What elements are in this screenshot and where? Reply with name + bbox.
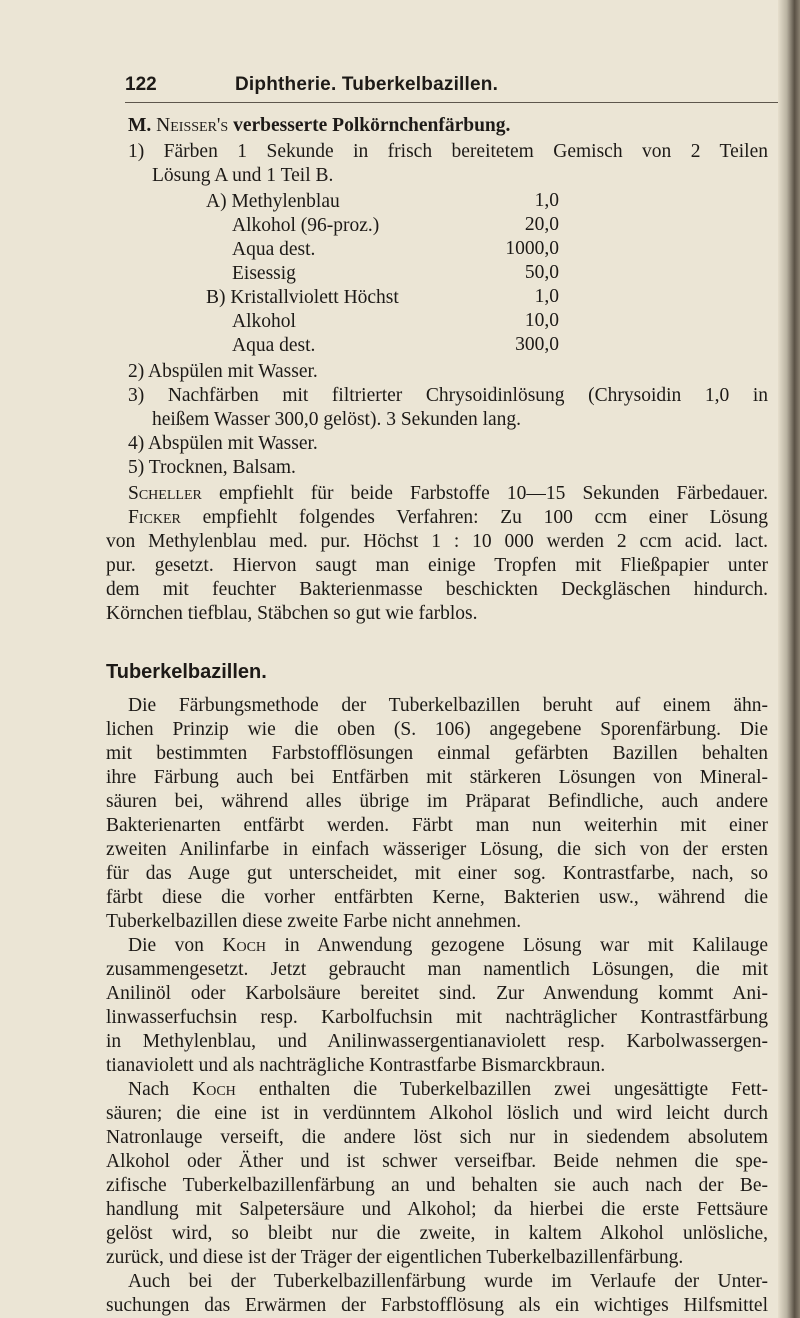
- text-line: säuren; die eine ist in verdünntem Alkohol löslich und wird leicht durch: [106, 1103, 768, 1124]
- ficker-line-5: Körnchen tiefblau, Stäbchen so gut wie farblos.: [106, 603, 478, 624]
- text-line: zweiten Anilinfarbe in einfach wässeriger Lösung, die sich von der ersten: [106, 839, 768, 860]
- recipe-label: B) Kristallviolett Höchst: [206, 287, 399, 308]
- text-line: Tuberkelbazillen diese zweite Farbe nicht annehmen.: [106, 911, 522, 932]
- ficker-text: empfiehlt folgendes Verfahren: Zu 100 ccm einer Lösung: [202, 507, 769, 528]
- recipe-value: 300,0: [515, 334, 559, 355]
- recipe-value: 20,0: [524, 214, 559, 235]
- section-m-title: verbesserte Polkörnchenfärbung.: [233, 115, 511, 136]
- section-heading: Tuberkelbazillen.: [106, 661, 267, 683]
- section-m-label: M.: [128, 115, 152, 136]
- author-scheller: Scheller: [128, 483, 202, 504]
- recipe-value: 1,0: [534, 190, 559, 211]
- step-5: 5) Trocknen, Balsam.: [128, 457, 296, 478]
- text-line: ihre Färbung auch bei Entfärben mit stärkeren Lösungen von Mineral-: [106, 767, 768, 788]
- page-binding-edge: [778, 0, 800, 1318]
- text-line: Alkohol oder Äther und ist schwer verseifbar. Beide nehmen die spe-: [106, 1151, 768, 1172]
- text-line: tianaviolett und als nachträgliche Kontrastfarbe Bismarckbraun.: [106, 1055, 606, 1076]
- text-line: Natronlauge verseift, die andere löst sich nur in siedendem absolutem: [106, 1127, 768, 1148]
- ficker-line-3: pur. gesetzt. Hiervon saugt man einige Tropfen mit Fließpapier unter: [106, 555, 768, 576]
- text-line: handlung mit Salpetersäure und Alkohol; da hierbei die erste Fettsäure: [106, 1199, 768, 1220]
- recipe-label: Aqua dest.: [232, 335, 316, 356]
- text-line: zifische Tuberkelbazillenfärbung an und behalten sie auch nach der Be-: [106, 1175, 768, 1196]
- text-line: zurück, und diese ist der Träger der eigentlichen Tuberkelbazillenfärbung.: [106, 1247, 684, 1268]
- running-title: Diphtherie. Tuberkelbazillen.: [235, 74, 499, 95]
- text-fragment: Die von: [128, 935, 204, 956]
- text-line: linwasserfuchsin resp. Karbolfuchsin mit nachträglicher Kontrastfärbung: [106, 1007, 768, 1028]
- step-3-line-1: 3) Nachfärben mit filtrierter Chrysoidinlösung (Chrysoidin 1,0 in: [128, 385, 768, 406]
- author-koch: Koch: [222, 935, 267, 956]
- text-line: [128, 934, 768, 958]
- recipe-label: Alkohol: [232, 311, 296, 332]
- ficker-line-4: dem mit feuchter Bakterienmasse beschickten Deckgläschen hindurch.: [106, 579, 768, 600]
- section-m-author: Neisser's: [156, 115, 229, 136]
- text-fragment: Nach: [128, 1079, 170, 1100]
- recipe-value: 50,0: [524, 262, 559, 283]
- page-number: 122: [125, 74, 157, 95]
- recipe-label: Aqua dest.: [232, 239, 316, 260]
- recipe-value: 1000,0: [505, 238, 559, 259]
- author-ficker: Ficker: [128, 507, 181, 528]
- text-line: zusammengesetzt. Jetzt gebraucht man namentlich Lösungen, die mit: [106, 959, 768, 980]
- step-2: 2) Abspülen mit Wasser.: [128, 361, 318, 382]
- text-line: Auch bei der Tuberkelbazillenfärbung wurde im Verlaufe der Unter-: [128, 1271, 768, 1292]
- step-3-line-2: heißem Wasser 300,0 gelöst). 3 Sekunden lang.: [152, 409, 522, 430]
- recipe-label: Eisessig: [232, 263, 296, 284]
- text-line: säuren bei, während alles übrige im Präparat Befindliche, auch andere: [106, 791, 768, 812]
- recipe-value: 1,0: [534, 286, 559, 307]
- step-4: 4) Abspülen mit Wasser.: [128, 433, 318, 454]
- recipe-label: A) Methylenblau: [206, 191, 340, 212]
- text-line: lichen Prinzip wie die oben (S. 106) angegebene Sporenfärbung. Die: [106, 719, 768, 740]
- ficker-line-2: von Methylenblau med. pur. Höchst 1 : 10 000 werden 2 ccm acid. lact.: [106, 531, 768, 552]
- text-line: suchungen das Erwärmen der Farbstofflösung als ein wichtiges Hilfsmittel: [106, 1295, 768, 1316]
- header-rule: [125, 102, 780, 103]
- scheller-text: empfiehlt für beide Farbstoffe 10—15 Sekunden Färbedauer.: [218, 483, 768, 504]
- step-1-line-2: Lösung A und 1 Teil B.: [152, 165, 334, 186]
- scheller-paragraph: [128, 482, 768, 506]
- text-line: für das Auge gut unterscheidet, mit einer sog. Kontrastfarbe, nach, so: [106, 863, 768, 884]
- text-line: Anilinöl oder Karbolsäure bereitet sind. Zur Anwendung kommt Ani-: [106, 983, 768, 1004]
- ficker-line-1: [128, 506, 768, 530]
- recipe-label: Alkohol (96-proz.): [232, 215, 380, 236]
- text-line: Bakterienarten entfärbt werden. Färbt man nun weiterhin mit einer: [106, 815, 768, 836]
- section-m-heading: [128, 114, 510, 138]
- recipe-value: 10,0: [524, 310, 559, 331]
- text-fragment: in Anwendung gezogene Lösung war mit Kalilauge: [284, 935, 768, 956]
- text-line: gelöst wird, so bleibt nur die zweite, in kaltem Alkohol unlösliche,: [106, 1223, 768, 1244]
- text-line: färbt diese die vorher entfärbten Kerne, Bakterien usw., während die: [106, 887, 768, 908]
- text-line: Die Färbungsmethode der Tuberkelbazillen beruht auf einem ähn-: [128, 695, 768, 716]
- text-line: [128, 1078, 768, 1102]
- text-line: mit bestimmten Farbstofflösungen einmal gefärbten Bazillen behalten: [106, 743, 768, 764]
- step-1-line-1: 1) Färben 1 Sekunde in frisch bereitetem Gemisch von 2 Teilen: [128, 141, 768, 162]
- author-koch: Koch: [192, 1079, 236, 1100]
- text-line: in Methylenblau, und Anilinwassergentianaviolett resp. Karbolwassergen-: [106, 1031, 768, 1052]
- text-fragment: enthalten die Tuberkelbazillen zwei ungesättigte Fett-: [258, 1079, 769, 1100]
